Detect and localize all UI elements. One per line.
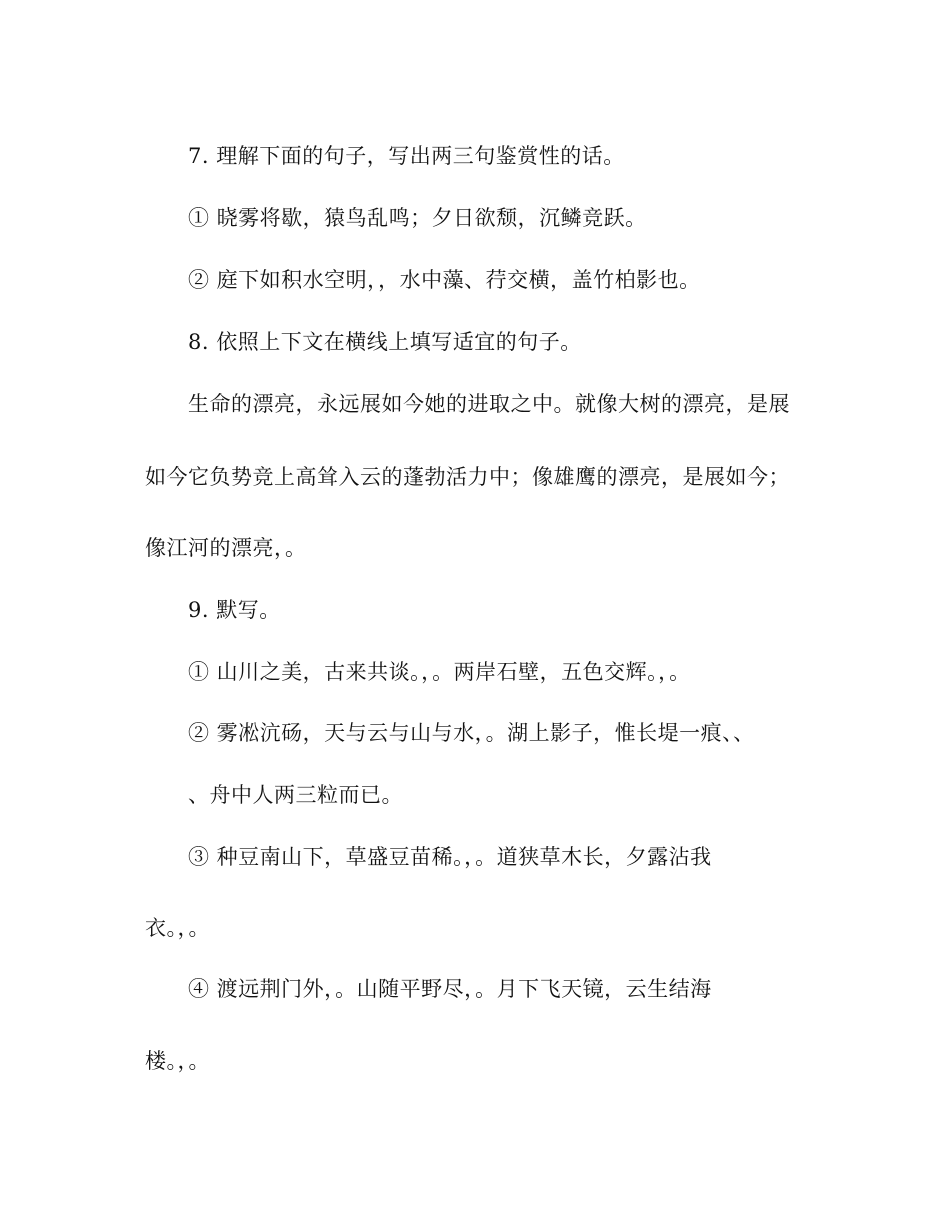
question-9-item-4-line-2: 楼。，。 <box>145 1049 210 1073</box>
question-8-paragraph-line-3: 像江河的漂亮，。 <box>145 536 307 560</box>
question-9-item-1: ① 山川之美，古来共谈。，。两岸石壁，五色交辉。，。 <box>188 660 691 684</box>
question-8-paragraph-line-1: 生命的漂亮，永远展如今她的进取之中。就像大树的漂亮，是展 <box>188 392 790 416</box>
question-9-item-3-line-1: ③ 种豆南山下，草盛豆苗稀。，。道狭草木长，夕露沾我 <box>188 845 712 869</box>
question-9-item-2-line-2: 、舟中人两三粒而已。 <box>188 783 403 807</box>
question-9-item-4-line-1: ④ 渡远荆门外，。山随平野尽，。月下飞天镜，云生结海 <box>188 977 712 1001</box>
question-9-item-3-line-2: 衣。，。 <box>145 916 210 940</box>
question-7-item-1: ① 晓雾将歇，猿鸟乱鸣；夕日欲颓，沉鳞竞跃。 <box>188 206 647 230</box>
question-9-heading: 9. 默写。 <box>188 598 281 622</box>
question-7-item-2: ② 庭下如积水空明，，水中藻、荇交横，盖竹柏影也。 <box>188 268 701 292</box>
question-8-heading: 8. 依照上下文在横线上填写适宜的句子。 <box>188 330 582 354</box>
question-8-paragraph-line-2: 如今它负势竞上高耸入云的蓬勃活力中；像雄鹰的漂亮，是展如今； <box>145 465 790 489</box>
question-7-heading: 7. 理解下面的句子，写出两三句鉴赏性的话。 <box>188 144 625 168</box>
question-9-item-2-line-1: ② 雾凇沆砀，天与云与山与水，。湖上影子，惟长堤一痕、、 <box>188 721 755 745</box>
